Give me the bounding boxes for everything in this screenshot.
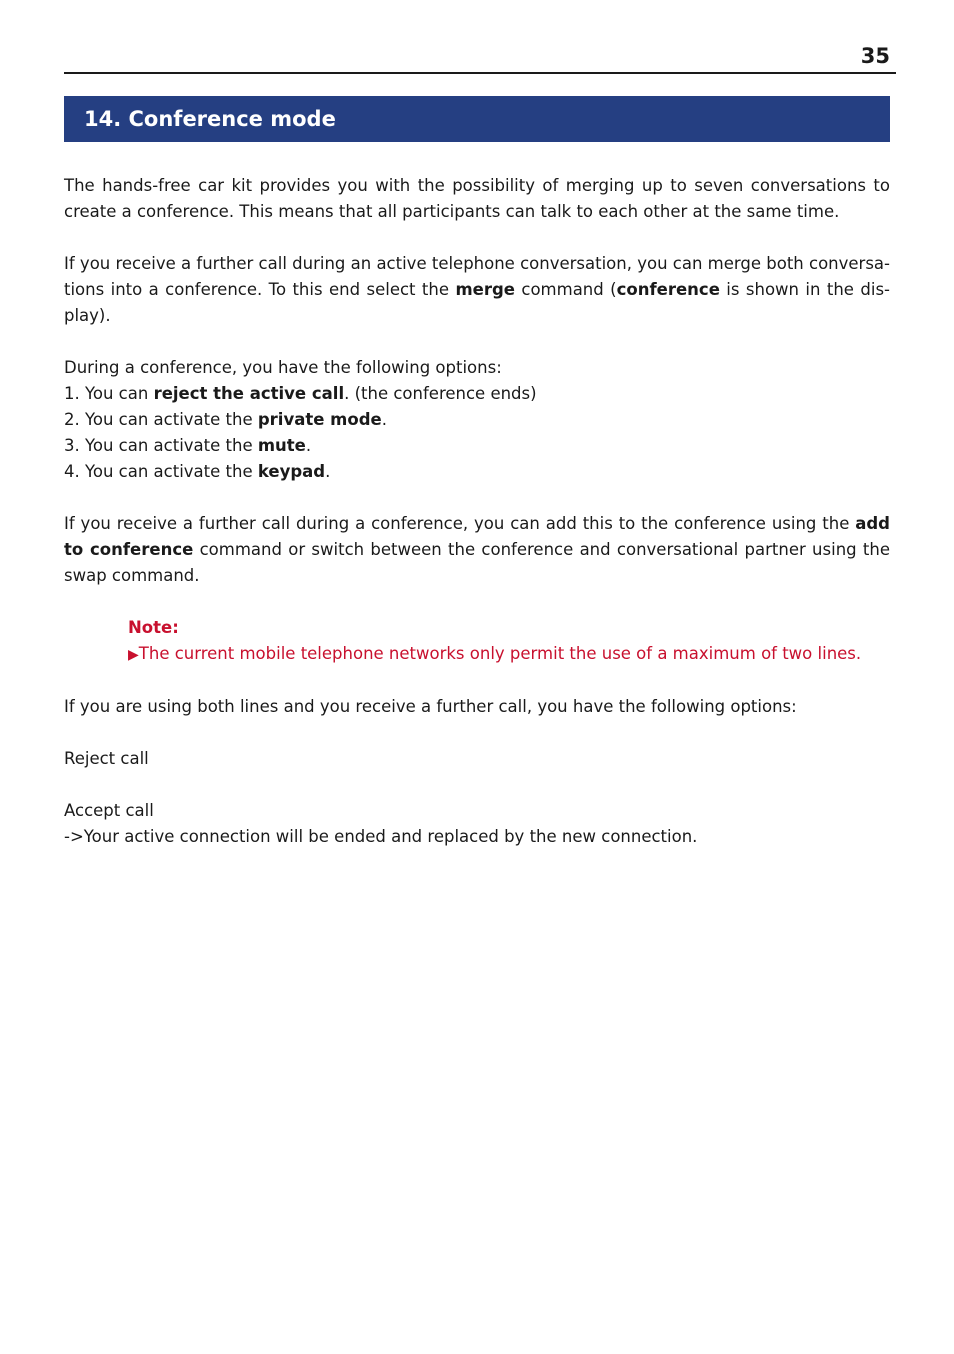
- option-text: .: [325, 462, 331, 481]
- option-text: 1. You can: [64, 384, 154, 403]
- spacer: [64, 589, 890, 615]
- accept-call-detail: ->Your active connection will be ended and replaced by the new connection.: [64, 827, 698, 846]
- both-lines-paragraph: If you are using both lines and you receive a further call, you have the following options:: [64, 697, 797, 716]
- merge-text-2: command (: [514, 280, 617, 299]
- merge-text-1: If you receive a further call during an active telephone conversation, you can merge both conversa-tions into a conference. To this end select the: [64, 254, 890, 299]
- spacer: [64, 329, 890, 355]
- option-keyword: mute: [257, 436, 306, 455]
- add-text-1: If you receive a further call during a conference, you can add this to the conference using the: [64, 514, 856, 533]
- option-text: 3. You can activate the: [64, 436, 258, 455]
- option-item-1: [64, 381, 890, 407]
- option-keyword: private mode: [257, 410, 382, 429]
- option-text: .: [305, 436, 312, 455]
- spacer: [64, 225, 890, 251]
- add-to-conference-keyword: add to conference: [64, 514, 890, 559]
- options-intro: During a conference, you have the following options:: [64, 358, 502, 377]
- option-keyword: keypad: [257, 462, 326, 481]
- triangle-right-icon: ▶: [128, 647, 139, 663]
- header-rule: [64, 72, 896, 74]
- spacer: [64, 772, 890, 798]
- spacer: [64, 720, 890, 746]
- section-title: 14. Conference mode: [84, 107, 336, 131]
- page-content: [64, 173, 890, 850]
- option-text: 2. You can activate the: [64, 410, 258, 429]
- add-text-2: command or switch between the conference and conversational partner using the swap command.: [64, 540, 891, 585]
- option-item-4: [64, 459, 890, 485]
- merge-paragraph: [64, 251, 890, 329]
- option-text: 4. You can activate the: [64, 462, 258, 481]
- option-item-3: [64, 433, 890, 459]
- option-keyword: reject the active call: [153, 384, 345, 403]
- page-number: 35: [860, 44, 890, 68]
- note-body: [128, 641, 890, 668]
- merge-keyword: merge: [455, 280, 515, 299]
- intro-paragraph: The hands-free car kit provides you with the possibility of merging up to seven conversations to create a conference. This means that all participants can talk to each other at the same time.: [64, 176, 890, 221]
- spacer: [64, 668, 890, 694]
- reject-call-heading: Reject call: [64, 749, 149, 768]
- note-title: Note:: [128, 618, 179, 637]
- merge-text-3: is shown in the dis-play).: [64, 280, 890, 325]
- option-text: .: [381, 410, 387, 429]
- add-to-conference-paragraph: [64, 511, 890, 589]
- option-item-2: [64, 407, 890, 433]
- accept-call-heading: Accept call: [64, 801, 154, 820]
- note-text: The current mobile telephone networks only permit the use of a maximum of two lines.: [138, 644, 862, 663]
- option-text: . (the conference ends): [344, 384, 537, 403]
- section-header: [64, 96, 890, 142]
- spacer: [64, 485, 890, 511]
- conference-keyword: conference: [616, 280, 720, 299]
- note-box: [128, 615, 890, 668]
